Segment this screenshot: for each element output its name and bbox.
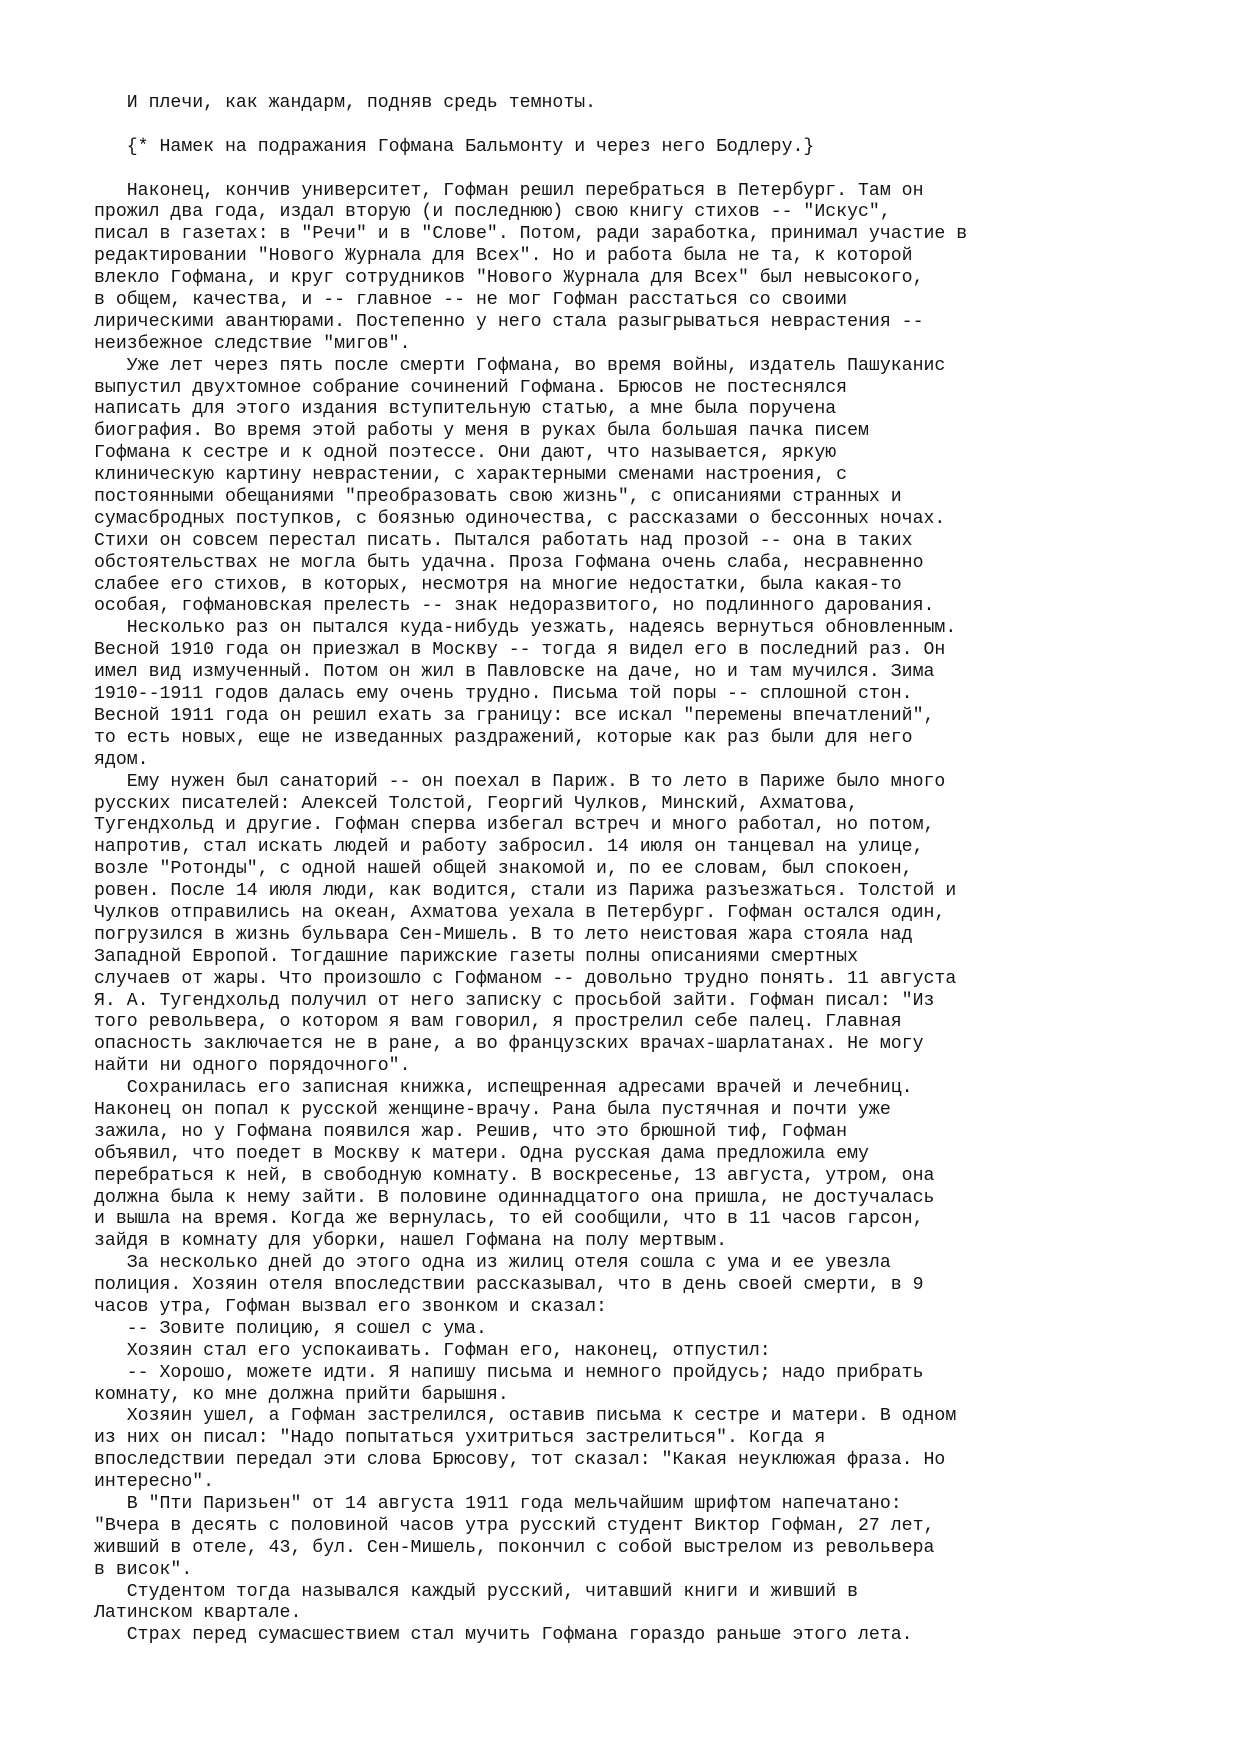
text-line: зайдя в комнату для уборки, нашел Гофмана на полу мертвым. (94, 1231, 728, 1252)
text-line: опасность заключается не в ране, а во французских врачах-шарлатанах. Не могу (94, 1034, 924, 1055)
text-line: комнату, ко мне должна прийти барышня. (94, 1384, 509, 1405)
text-line: ровен. После 14 июля люди, как водится, стали из Парижа разъезжаться. Толстой и (94, 881, 957, 902)
text-line: полиция. Хозяин отеля впоследствии рассказывал, что в день своей смерти, в 9 (94, 1275, 924, 1296)
text-line: слабее его стихов, в которых, несмотря на многие недостатки, была какая-то (94, 574, 902, 595)
text-line: {* Намек на подражания Гофмана Бальмонту и через него Бодлеру.} (94, 136, 815, 157)
text-line: написать для этого издания вступительную статью, а мне была поручена (94, 399, 837, 420)
text-line: впоследствии передал эти слова Брюсову, тот сказал: "Какая неуклюжая фраза. Но (94, 1450, 946, 1471)
text-line: русских писателей: Алексей Толстой, Георгий Чулков, Минский, Ахматова, (94, 793, 858, 814)
text-line: Латинском квартале. (94, 1603, 302, 1624)
text-line: в общем, качества, и -- главное -- не мог Гофман расстаться со своими (94, 290, 848, 311)
text-line (94, 115, 967, 137)
text-line: Хозяин стал его успокаивать. Гофман его, наконец, отпустил: (94, 1340, 771, 1361)
text-line: Уже лет через пять после смерти Гофмана, во время войны, издатель Пашуканис (94, 355, 946, 376)
text-line: напротив, стал искать людей и работу забросил. 14 июля он танцевал на улице, (94, 837, 924, 858)
text-line: обстоятельствах не могла быть удачна. Проза Гофмана очень слаба, несравненно (94, 552, 924, 573)
text-line: живший в отеле, 43, бул. Сен-Мишель, покончил с собой выстрелом из револьвера (94, 1537, 935, 1558)
text-line: Наконец он попал к русской женщине-врачу. Рана была пустячная и почти уже (94, 1099, 891, 1120)
text-line: и вышла на время. Когда же вернулась, то ей сообщили, что в 11 часов гарсон, (94, 1209, 924, 1230)
text-line: случаев от жары. Что произошло с Гофманом -- довольно трудно понять. 11 августа (94, 968, 957, 989)
text-line: погрузился в жизнь бульвара Сен-Мишель. В то лето неистовая жара стояла над (94, 924, 913, 945)
text-line (94, 159, 967, 181)
text-line: Ему нужен был санаторий -- он поехал в Париж. В то лето в Париже было много (94, 771, 946, 792)
text-line: того револьвера, о котором я вам говорил, я прострелил себе палец. Главная (94, 1012, 902, 1033)
text-line: Хозяин ушел, а Гофман застрелился, оставив письма к сестре и матери. В одном (94, 1406, 957, 1427)
text-line: Наконец, кончив университет, Гофман решил перебраться в Петербург. Там он (94, 180, 924, 201)
text-line: ядом. (94, 749, 149, 770)
text-line: в висок". (94, 1559, 193, 1580)
text-line: И плечи, как жандарм, подняв средь темноты. (94, 93, 597, 113)
text-line: то есть новых, еще не изведанных раздражений, которые как раз были для него (94, 727, 913, 748)
text-line: влекло Гофмана, и круг сотрудников "Нового Журнала для Всех" был невысокого, (94, 268, 924, 289)
text-line: Западной Европой. Тогдашние парижские газеты полны описаниями смертных (94, 946, 858, 967)
text-line: Тугендхольд и другие. Гофман сперва избегал встреч и много работал, но потом, (94, 815, 935, 836)
text-line: -- Хорошо, можете идти. Я напишу письма и немного пройдусь; надо прибрать (94, 1362, 924, 1383)
text-line: В "Пти Паризьен" от 14 августа 1911 года мельчайшим шрифтом напечатано: (94, 1494, 902, 1514)
text-line: прожил два года, издал вторую (и последнюю) свою книгу стихов -- "Искус", (94, 202, 891, 223)
text-line: клиническую картину неврастении, с характерными сменами настроения, с (94, 465, 848, 486)
text-line: Весной 1911 года он решил ехать за границу: все искал "перемены впечатлений", (94, 705, 935, 726)
text-line: зажила, но у Гофмана появился жар. Решив, что это брюшной тиф, Гофман (94, 1121, 848, 1142)
text-line: выпустил двухтомное собрание сочинений Гофмана. Брюсов не постеснялся (94, 377, 848, 398)
text-line: часов утра, Гофман вызвал его звонком и сказал: (94, 1296, 607, 1317)
text-line: лирическими авантюрами. Постепенно у него стала разыгрываться неврастения -- (94, 311, 924, 332)
text-line: "Вчера в десять с половиной часов утра русский студент Виктор Гофман, 27 лет, (94, 1515, 935, 1536)
text-line: редактировании "Нового Журнала для Всех". Но и работа была не та, к которой (94, 246, 913, 267)
text-line: имел вид измученный. Потом он жил в Павловске на даче, но и там мучился. Зима (94, 662, 935, 683)
text-line: -- Зовите полицию, я сошел с ума. (94, 1318, 487, 1339)
text-line: возле "Ротонды", с одной нашей общей знакомой и, по ее словам, был спокоен, (94, 859, 913, 880)
text-line: Я. А. Тугендхольд получил от него записку с просьбой зайти. Гофман писал: "Из (94, 990, 935, 1011)
text-line: перебраться к ней, в свободную комнату. В воскресенье, 13 августа, утром, она (94, 1165, 935, 1186)
text-line: писал в газетах: в "Речи" и в "Слове". Потом, ради заработка, принимал участие в (94, 224, 968, 245)
text-line: Стихи он совсем перестал писать. Пытался работать над прозой -- она в таких (94, 530, 913, 551)
text-line: интересно". (94, 1472, 215, 1493)
text-line: Студентом тогда назывался каждый русский, читавший книги и живший в (94, 1581, 858, 1602)
text-line: особая, гофмановская прелесть -- знак недоразвитого, но подлинного дарования. (94, 596, 935, 617)
text-line: За несколько дней до этого одна из жилиц отеля сошла с ума и ее увезла (94, 1253, 891, 1274)
text-line: неизбежное следствие "мигов". (94, 333, 411, 354)
text-line: должна была к нему зайти. В половине одиннадцатого она пришла, не достучалась (94, 1187, 935, 1208)
text-line: Несколько раз он пытался куда-нибудь уезжать, надеясь вернуться обновленным. (94, 618, 957, 639)
text-line: Страх перед сумасшествием стал мучить Гофмана гораздо раньше этого лета. (94, 1625, 913, 1646)
text-line: Весной 1910 года он приезжал в Москву -- тогда я видел его в последний раз. Он (94, 640, 946, 661)
text-line: Чулков отправились на океан, Ахматова уехала в Петербург. Гофман остался один, (94, 902, 946, 923)
text-line: биография. Во время этой работы у меня в руках была большая пачка писем (94, 421, 869, 442)
page-body-text (94, 93, 967, 1647)
text-line: из них он писал: "Надо попытаться ухитриться застрелиться". Когда я (94, 1428, 826, 1449)
text-line: найти ни одного порядочного". (94, 1056, 411, 1077)
text-line: постоянными обещаниями "преобразовать свою жизнь", с описаниями странных и (94, 487, 902, 508)
text-line: Сохранилась его записная книжка, испещренная адресами врачей и лечебниц. (94, 1078, 913, 1099)
text-line: объявил, что поедет в Москву к матери. Одна русская дама предложила ему (94, 1143, 869, 1164)
text-line: 1910--1911 годов далась ему очень трудно. Письма той поры -- сплошной стон. (94, 684, 913, 705)
text-line: сумасбродных поступков, с боязнью одиночества, с рассказами о бессонных ночах. (94, 508, 946, 529)
text-line: Гофмана к сестре и к одной поэтессе. Они дают, что называется, яркую (94, 443, 837, 464)
